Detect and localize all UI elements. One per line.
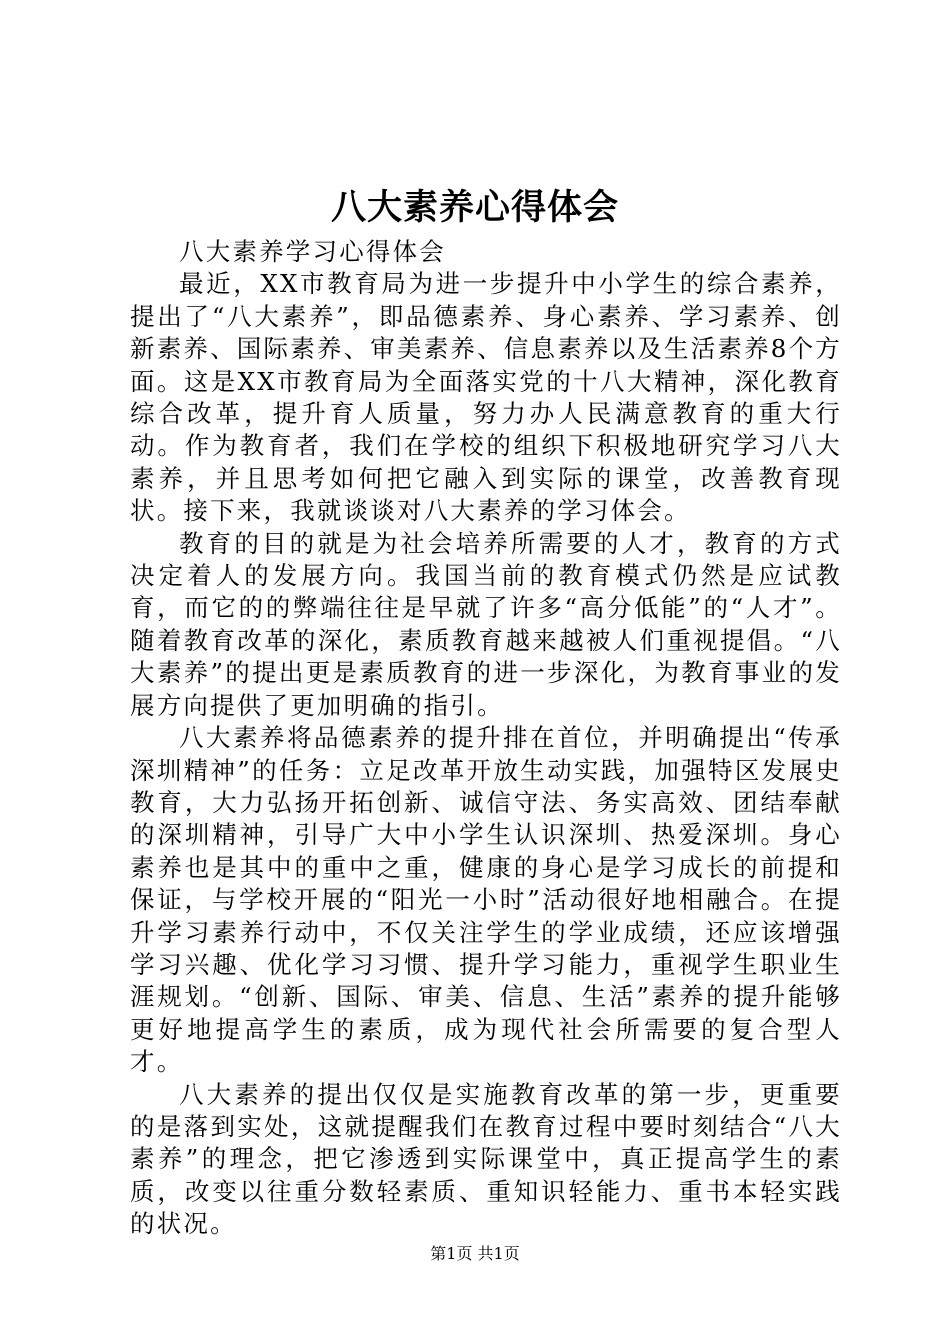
paragraph: 教育的目的就是为社会培养所需要的人才，教育的方式决定着人的发展方向。我国当前的教育模式仍然是应试教育，而它的的弊端往往是早就了许多“高分低能”的“人才”。随着教育改革的深化，素质教育越来越被人们重视提倡。“八大素养”的提出更是素质教育的进一步深化，为教育事业的发展方向提供了更加明确的指引。: [130, 528, 842, 720]
paragraph: 最近，XX市教育局为进一步提升中小学生的综合素养，提出了“八大素养”，即品德素养、身心素养、学习素养、创新素养、国际素养、审美素养、信息素养以及生活素养8个方面。这是XX市教育局为全面落实党的十八大精神，深化教育综合改革，提升育人质量，努力办人民满意教育的重大行动。作为教育者，我们在学校的组织下积极地研究学习八大素养，并且思考如何把它融入到实际的课堂，改善教育现状。接下来，我就谈谈对八大素养的学习体会。: [130, 269, 842, 526]
paragraph: 八大素养将品德素养的提升排在首位，并明确提出“传承深圳精神”的任务：立足改革开放生动实践，加强特区发展史教育，大力弘扬开拓创新、诚信守法、务实高效、团结奉献的深圳精神，引导广大中小学生认识深圳、热爱深圳。身心素养也是其中的重中之重，健康的身心是学习成长的前提和保证，与学校开展的“阳光一小时”活动很好地相融合。在提升学习素养行动中，不仅关注学生的学业成绩，还应该增强学习兴趣、优化学习习惯、提升学习能力，重视学生职业生涯规划。“创新、国际、审美、信息、生活”素养的提升能够更好地提高学生的素质，成为现代社会所需要的复合型人才。: [130, 723, 842, 1077]
page-number-footer: 第1页 共1页: [430, 1244, 520, 1263]
paragraph: 八大素养的提出仅仅是实施教育改革的第一步，更重要的是落到实处，这就提醒我们在教育过程中要时刻结合“八大素养”的理念，把它渗透到实际课堂中，真正提高学生的素质，改变以往重分数轻素质、重知识轻能力、重书本轻实践的状况。: [130, 1079, 842, 1239]
document-subtitle: 八大素养学习心得体会: [179, 237, 446, 266]
document-title: 八大素养心得体会: [330, 187, 619, 228]
document-body: [130, 236, 842, 1241]
